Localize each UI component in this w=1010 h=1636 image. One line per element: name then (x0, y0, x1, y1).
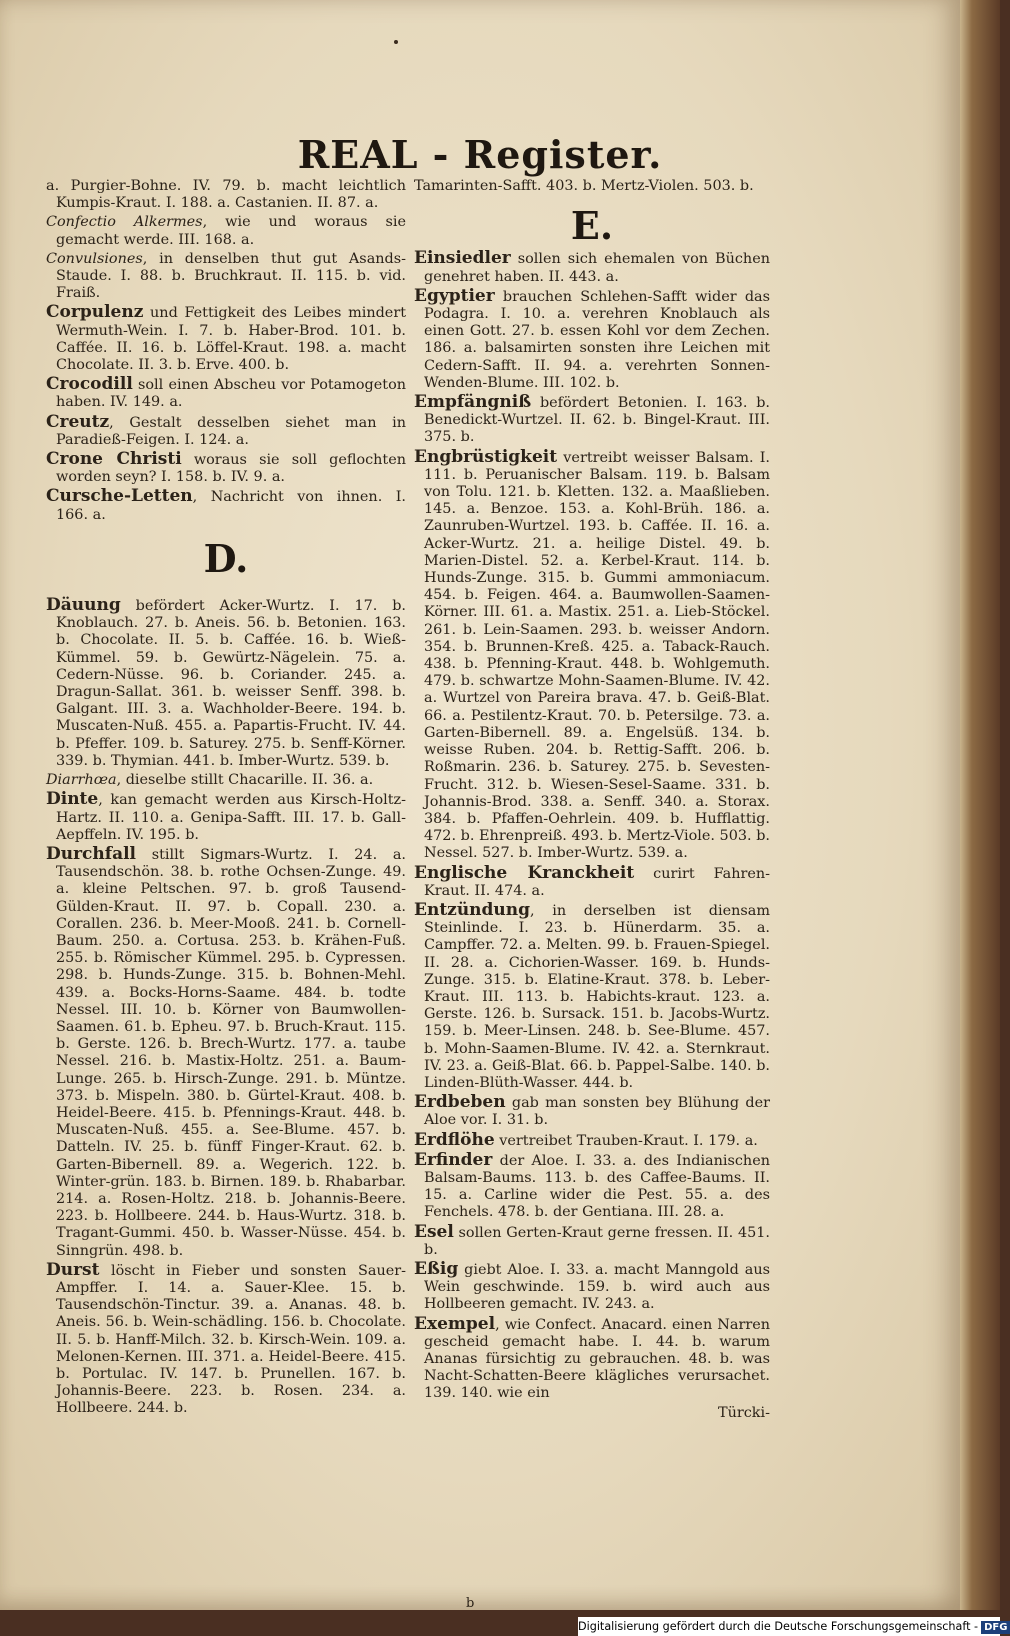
entry-text: woraus sie soll geflochten worden seyn? I. 158. b. IV. 9. a. (56, 452, 406, 486)
register-entry (46, 251, 406, 303)
catchword: Türcki- (718, 1404, 770, 1421)
entry-text: vertreibet Trauben-Kraut. I. 179. a. (494, 1132, 758, 1149)
register-entry (414, 1313, 770, 1403)
entry-headword: Empfängniß (414, 392, 532, 413)
entry-text: giebt Aloe. I. 33. a. macht Manngold aus Wein geschwinde. 159. b. wird auch aus Hollbeeren gemacht. IV. 243. a. (424, 1261, 770, 1313)
register-entry (46, 843, 406, 1260)
register-entry (414, 178, 770, 195)
entry-text: sollen sich ehemalen von Büchen genehret haben. II. 443. a. (424, 251, 770, 285)
entry-text: befördert Betonien. I. 163. b. Benedickt-Wurtzel. II. 62. b. Bingel-Kraut. III. 375. b. (424, 395, 770, 446)
entry-headword: Crone Christi (46, 449, 182, 470)
entry-headword: Confectio Alkermes (46, 214, 203, 231)
section-letter: D. (203, 535, 249, 581)
entry-text: gab man sonsten bey Blühung der Aloe vor. I. 31. b. (424, 1095, 770, 1129)
entry-headword: Einsiedler (414, 248, 511, 269)
register-entry (414, 1094, 770, 1129)
register-entry (414, 1129, 770, 1150)
entry-text: , Gestalt desselben siehet man in Paradieß-Feigen. I. 124. a. (56, 414, 406, 448)
entry-headword: Convulsiones (46, 250, 143, 267)
register-entry (46, 411, 406, 449)
register-entry (46, 791, 406, 844)
entry-text: soll einen Abscheu vor Potamogeton haben. IV. 149. a. (56, 377, 406, 411)
entry-text: , in derselben ist diensam Steinlinde. I. 23. b. Hünerdarm. 35. a. Campffer. 72. a. Melten. 99. b. Frauen-Spiegel. II. 28. a. Cichorien-Wasser. 169. b. Hunds-Zunge. 315. b. Elatine-Kraut. 378. b. Leber-Kraut. III. 113. b. Habichts-kraut. 123. a. Gerste. 126. b. Sursack. 151. b. Jacobs-Wurtz. 159. b. Meer-Linsen. 248. b. See-Blume. 457. b. Mohn-Saamen-Blume. IV. 42. a. Sternkraut. IV. 23. a. Geiß-Blat. 66. b. Pappel-Salbe. 140. b. Linden-Blüth-Wasser. 444. b. (424, 902, 770, 1091)
entry-text: curirt Fahren-Kraut. II. 474. a. (424, 865, 770, 899)
entry-headword: Creutz (46, 411, 110, 432)
register-entry (46, 597, 406, 770)
register-entry (414, 899, 770, 1092)
book-spine-edge (960, 0, 1000, 1610)
entry-text: a. Purgier-Bohne. IV. 79. b. macht leichtlich Kumpis-Kraut. I. 188. a. Castanien. II. 87. a. (46, 178, 406, 212)
register-entry (414, 285, 770, 392)
register-entry (46, 488, 406, 523)
entry-headword: Entzündung (414, 899, 531, 920)
entry-headword: Dinte (46, 789, 99, 810)
entry-text: , dieselbe stillt Chacarille. II. 36. a. (116, 772, 374, 789)
entry-headword: Durst (46, 1259, 100, 1280)
section-letter: E. (570, 203, 614, 249)
register-entry (414, 862, 770, 900)
register-entry (46, 214, 406, 248)
entry-text: befördert Acker-Wurtz. I. 17. b. Knoblauch. 27. b. Aneis. 56. b. Betonien. 163. b. Chocolate. II. 5. b. Caffée. 16. b. Wieß-Kümmel. 59. b. Gewürtz-Nägelein. 75. a. Cedern-Nüsse. 96. b. Coriander. 245. a. Dragun-Sallat. 361. b. weisser Senff. 398. b. Galgant. III. 3. a. Wachholder-Beere. 194. b. Muscaten-Nuß. 455. a. Papartis-Frucht. IV. 44. b. Pfeffer. 109. b. Saturey. 275. b. Senff-Körner. 339. b. Thymian. 441. b. Imber-Wurtz. 539. b. (56, 598, 406, 769)
entry-text: , Nachricht von ihnen. I. 166. a. (56, 489, 406, 523)
register-entry (414, 1221, 770, 1259)
entry-headword: Erdflöhe (414, 1129, 495, 1150)
entry-headword: Cursche-Letten (46, 486, 193, 507)
entry-headword: Durchfall (46, 843, 137, 864)
register-entry (46, 178, 406, 212)
register-entry (414, 1258, 770, 1314)
register-entry (46, 376, 406, 411)
entry-text: stillt Sigmars-Wurtz. I. 24. a. Tausendschön. 38. b. rothe Ochsen-Zunge. 49. a. kleine Peltschen. 97. b. groß Tausend-Gülden-Kraut. II. 97. b. Copall. 230. a. Corallen. 236. b. Meer-Mooß. 241. b. Cornell-Baum. 250. a. Cortusa. 253. b. Krähen-Fuß. 255. b. Römischer Kümmel. 295. b. Cypressen. 298. b. Hunds-Zunge. 315. b. Bohnen-Mehl. 439. a. Bocks-Horns-Saame. 484. b. todte Nessel. III. 10. b. Körner von Baumwollen-Saamen. 61. b. Epheu. 97. b. Bruch-Kraut. 115. b. Gerste. 126. b. Brech-Wurtz. 177. a. taube Nessel. 216. b. Mastix-Holtz. 251. a. Baum-Lunge. 265. b. Hirsch-Zunge. 291. b. Müntze. 373. b. Mispeln. 380. b. Gürtel-Kraut. 408. b. Heidel-Beere. 415. b. Pfennings-Kraut. 448. b. Muscaten-Nuß. 455. a. See-Blume. 457. b. Datteln. IV. 25. b. fünff Finger-Kraut. 62. b. Garten-Bibernell. 89. a. Wegerich. 122. b. Winter-grün. 183. b. Birnen. 189. b. Rhabarbar. 214. a. Rosen-Holtz. 218. b. Johannis-Beere. 223. b. Hollbeere. 244. b. Haus-Wurtz. 318. b. Tragant-Gummi. 450. b. Wasser-Nüsse. 454. b. Sinngrün. 498. b. (56, 846, 406, 1259)
entry-text: löscht in Fieber und sonsten Sauer-Ampffer. I. 14. a. Sauer-Klee. 15. b. Tausendschön-Tinctur. 39. a. Ananas. 48. b. Aneis. 56. b. Wein-schädling. 156. b. Chocolate. II. 5. b. Hanff-Milch. 32. b. Kirsch-Wein. 109. a. Melonen-Kernen. III. 371. a. Heidel-Beere. 415. b. Portulac. IV. 147. b. Prunellen. 167. b. Johannis-Beere. 223. b. Rosen. 234. a. Hollbeere. 244. b. (56, 1262, 406, 1417)
entry-headword: Däuung (46, 595, 121, 616)
entry-headword: Erdbeben (414, 1092, 506, 1113)
entry-headword: Eßig (414, 1258, 459, 1279)
entry-headword: Engbrüstigkeit (414, 446, 558, 467)
signature-mark: b (466, 1596, 475, 1611)
register-entry (414, 1149, 770, 1222)
entry-headword: Erfinder (414, 1149, 493, 1170)
entry-headword: Egyptier (414, 285, 495, 306)
entry-text: der Aloe. I. 33. a. des Indianischen Balsam-Baums. 113. b. des Caffee-Baums. II. 15. a. Carline wider die Pest. 55. a. des Fenchels. 478. b. der Gentiana. III. 28. a. (424, 1152, 770, 1221)
entry-headword: Englische Kranckheit (414, 862, 635, 883)
entry-headword: Crocodill (46, 374, 133, 395)
entry-text: vertreibt weisser Balsam. I. 111. b. Peruanischer Balsam. 119. b. Balsam von Tolu. 121. b. Kletten. 132. a. Maaßlieben. 145. a. Benzoe. 153. a. Kohl-Brüh. 186. a. Zaunruben-Wurtzel. 193. b. Caffée. II. 16. a. Acker-Wurtz. 21. a. heilige Distel. 49. b. Marien-Distel. 52. a. Kerbel-Kraut. 114. b. Hunds-Zunge. 315. b. Gummi ammoniacum. 454. b. Feigen. 464. a. Baumwollen-Saamen-Körner. III. 61. a. Mastix. 251. a. Lieb-Stöckel. 261. b. Lein-Saamen. 293. b. weisser Andorn. 354. b. Brunnen-Kreß. 425. a. Taback-Rauch. 438. b. Pfenning-Kraut. 448. b. Wohlgemuth. 479. b. schwartze Mohn-Saamen-Blume. IV. 42. a. Wurtzel von Pareira brava. 47. b. Geiß-Blat. 66. a. Pestilentz-Kraut. 70. b. Petersilge. 73. a. Garten-Bibernell. 89. a. Engelsüß. 134. b. weisse Ruben. 204. b. Rettig-Safft. 206. b. Roßmarin. 236. b. Saturey. 275. b. Sevesten-Frucht. 312. b. Wiesen-Sesel-Saame. 331. b. Johannis-Brod. 338. a. Senff. 340. a. Storax. 384. b. Pfaffen-Oehrlein. 409. b. Hufflattig. 472. b. Ehrenpreiß. 493. b. Mertz-Viole. 503. b. Nessel. 527. b. Imber-Wurtz. 539. a. (424, 449, 770, 862)
footer-text: Digitalisierung gefördert durch die Deutsche Forschungsgemeinschaft - (578, 1620, 979, 1633)
entry-headword: Exempel (414, 1313, 496, 1334)
entry-text: sollen Gerten-Kraut gerne fressen. II. 451. b. (424, 1224, 770, 1258)
register-entry (46, 304, 406, 374)
entry-text: brauchen Schlehen-Safft wider das Podagra. I. 10. a. verehren Knoblauch als einen Gott. 27. b. essen Kohl vor dem Zechen. 186. a. balsamirten sonsten ihre Leichen mit Cedern-Safft. II. 94. a. verehrten Sonnen-Wenden-Blume. III. 102. b. (424, 288, 770, 391)
entry-text: , wie und woraus sie gemacht werde. III. 168. a. (56, 214, 406, 248)
left-column (46, 178, 406, 1420)
entry-text: , wie Confect. Anacard. einen Narren gescheid gemacht habe. I. 44. b. warum Ananas fürsichtig zu gebrauchen. 48. b. was Nacht-Schatten-Beere klägliches verursachet. 139. 140. wie ein (424, 1316, 770, 1402)
dfg-logo: DFG (981, 1621, 1010, 1634)
register-entry (46, 451, 406, 486)
entry-text: und Fettigkeit des Leibes mindert Wermuth-Wein. I. 7. b. Haber-Brod. 101. b. Caffée. II. 16. b. Löffel-Kraut. 198. a. macht Chocolate. II. 3. b. Erve. 400. b. (56, 305, 406, 374)
entry-text: Tamarinten-Safft. 403. b. Mertz-Violen. 503. b. (414, 178, 754, 194)
register-entry (414, 394, 770, 447)
entry-headword: Esel (414, 1221, 454, 1242)
register-entry (414, 446, 770, 863)
digitization-footer (578, 1617, 1008, 1636)
entry-text: , in denselben thut gut Asands-Staude. I. 88. b. Bruchkraut. II. 115. b. vid. Fraiß. (56, 250, 406, 302)
register-entry (46, 1259, 406, 1418)
right-column (414, 178, 770, 1422)
register-entry (414, 250, 770, 285)
entry-headword: Corpulenz (46, 302, 144, 323)
entry-text: , kan gemacht werden aus Kirsch-Holtz-Hartz. II. 110. a. Genipa-Safft. III. 17. b. Gall-Aepffeln. IV. 195. b. (56, 792, 406, 843)
entry-headword: Diarrhœa (46, 772, 117, 789)
page-dot (394, 40, 398, 44)
register-entry (46, 772, 406, 789)
page-header: REAL - Register. (297, 132, 663, 177)
